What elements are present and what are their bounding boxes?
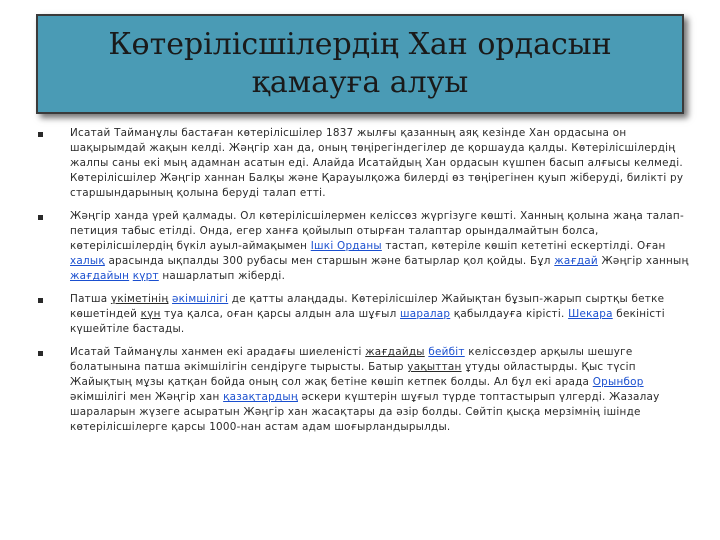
text-span: қабылдауға кірісті.	[450, 308, 569, 320]
link-akimshiligi[interactable]: әкімшілігі	[172, 293, 229, 305]
link-kazaktardyn[interactable]: қазақтардың	[223, 391, 298, 403]
paragraph-text	[70, 293, 665, 335]
link-shekara[interactable]: Шекара	[568, 308, 613, 320]
bullet-paragraph	[38, 126, 698, 201]
link-kurt[interactable]: күрт	[132, 270, 159, 282]
text-span: Жәңгір ханда үрей қалмады. Ол көтерілісшілермен келіссөз жүргізуге көшті. Ханның қолына жаңа талап-петиция табыс етілді. Онда, егер ханға қойылып отырған талаптар орындалмайтын болса, көтерілісшілердің бүкіл ауыл-аймақымен	[70, 210, 684, 252]
underlined-text: үкіметінің	[110, 293, 169, 305]
underlined-text: жағдайды	[365, 346, 425, 358]
text-span: арасында ықпалды 300 рубасы мен старшын және батырлар қол қойды. Бұл	[104, 255, 555, 267]
bullet-marker	[38, 215, 43, 220]
text-span: Жәңгір ханның	[597, 255, 689, 267]
link-zhagdaiyn[interactable]: жағдайын	[70, 270, 130, 282]
underlined-text: уақыттан	[407, 361, 462, 373]
slide-content	[38, 126, 698, 443]
text-span: туа қалса, оған қарсы алдын ала шұғыл	[160, 308, 401, 320]
link-zhagdai[interactable]: жағдай	[554, 255, 598, 267]
bullet-paragraph	[38, 209, 698, 284]
bullet-paragraph	[38, 345, 698, 435]
text-span: келіссөздер арқылы шешуге болатынына патша әкімшілігін сендіруге тырысты. Батыр	[70, 346, 633, 373]
text-span: ұтуды ойластырды. Қыс түсіп Жайықтың мұзы қатқан бойда оның сол жақ бетіне көшіп кетпек болды. Ал бұл екі арада	[70, 361, 636, 388]
paragraph-text	[70, 127, 683, 199]
bullet-marker	[38, 132, 43, 137]
paragraph-text	[70, 210, 689, 282]
text-span: тастап, көтеріле көшіп кететіні ескертілді. Оған	[381, 240, 666, 252]
text-span: нашарлатып жіберді.	[158, 270, 286, 282]
text-span: де қатты алаңдады. Көтерілісшілер Жайықтан бұзып-жарып сыртқы бетке көшетіндей	[70, 293, 665, 320]
text-span: Исатай Тайманұлы ханмен екі арадағы шиеленісті	[70, 346, 366, 358]
slide-title-box	[36, 14, 684, 114]
slide-title: Көтерілісшілердің Хан ордасын қамауға алуы	[108, 27, 612, 100]
link-khalyk[interactable]: халық	[70, 255, 105, 267]
text-span: бекіністі күшейтіле бастады.	[70, 308, 665, 335]
paragraph-text	[70, 346, 660, 433]
link-sharalar[interactable]: шаралар	[400, 308, 451, 320]
text-span: Исатай Тайманұлы бастаған көтерілісшілер 1837 жылғы қазанның аяқ кезінде Хан ордасына он шақырымдай жақын келді. Жәңгір хан да, оның төңірегіндегілер де қоршауда қалды. Көтерілісшілердің жалпы саны екі мың адамнан асатын еді. Алайда Исатайдың Хан ордасын күшпен басып алғысы келмеді. Көтерілісшілер Жәңгір ханнан Балқы және Қарауылқожа билерді өз төңірегінен қуып жіберуді, билікті ру старшындарының қолына беруді талап етті.	[70, 127, 684, 199]
text-span: Патша	[70, 293, 111, 305]
text-span: әскери күштерін шұғыл түрде топтастырып үлгерді. Жазалау шараларын жүзеге асыратын Жәңгір хан жасақтары да әзір болды. Сөйтіп қысқа мерзімнің ішінде көтерілісшілерге қарсы 1000-нан астам адам шоғырландырылды.	[70, 391, 660, 433]
link-beibit[interactable]: бейбіт	[428, 346, 465, 358]
link-orynbor[interactable]: Орынбор	[592, 376, 644, 388]
text-span: әкімшілігі мен Жәңгір хан	[70, 391, 224, 403]
bullet-marker	[38, 351, 43, 356]
link-ishki-orda[interactable]: Ішкі Орданы	[310, 240, 382, 252]
bullet-marker	[38, 298, 43, 303]
bullet-paragraph	[38, 292, 698, 337]
underlined-text: күн	[140, 308, 161, 320]
